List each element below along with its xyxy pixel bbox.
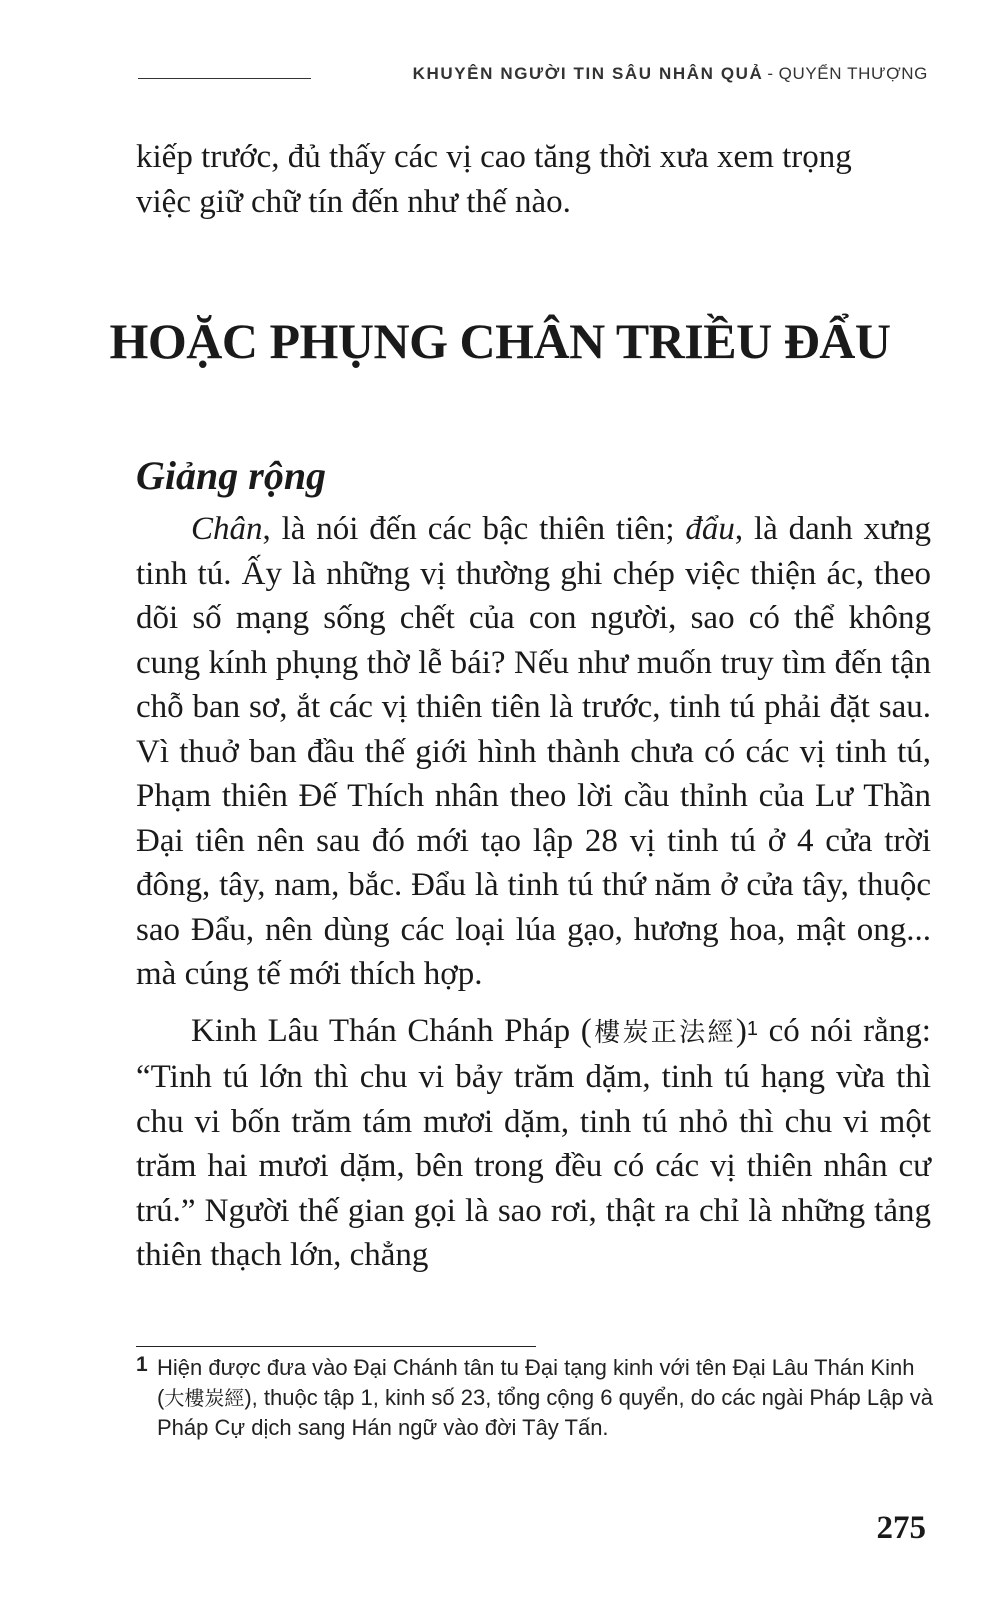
- footnote-part-1: Hiện được đưa vào Đại Chánh tân tu Đại tạng kinh với tên Đại Lâu Thán Kinh (: [157, 1355, 915, 1410]
- paragraph-2-part-2: ): [735, 1012, 747, 1049]
- footnote: [136, 1353, 936, 1443]
- term-chan: Chân: [191, 511, 263, 547]
- header-volume: QUYỂN THƯỢNG: [778, 64, 928, 83]
- section-title: Giảng rộng: [136, 453, 327, 498]
- intro-line-1: kiếp trước, đủ thấy các vị cao tăng thời xưa xem trọng: [136, 139, 852, 175]
- footnote-number: 1: [136, 1353, 148, 1376]
- running-header: [138, 62, 928, 86]
- header-rule: [138, 78, 311, 79]
- paragraph-1: [136, 507, 931, 997]
- header-book-title: KHUYÊN NGƯỜI TIN SÂU NHÂN QUẢ: [412, 64, 764, 83]
- footnote-cjk-title: 大樓炭經: [164, 1386, 245, 1410]
- chapter-title: HOẶC PHỤNG CHÂN TRIỀU ĐẨU: [109, 313, 891, 369]
- footnote-part-2: ), thuộc tập 1, kinh số 23, tổng cộng 6 quyển, do các ngài Pháp Lập và Pháp Cự dịch sang Hán ngữ vào đời Tây Tấn.: [157, 1385, 933, 1440]
- paragraph-1-part-2: , là danh xưng tinh tú. Ấy là những vị thường ghi chép việc thiện ác, theo dõi số mạng sống chết của con người, sao có thể không cung kính phụng thờ lễ bái? Nếu như muốn truy tìm đến tận chỗ ban sơ, ắt các vị thiên tiên là trước, tinh tú phải đặt sau. Vì thuở ban đầu thế giới hình thành chưa có các vị tinh tú, Phạm thiên Đế Thích nhân theo lời cầu thỉnh của Lư Thần Đại tiên nên sau đó mới tạo lập 28 vị tinh tú ở 4 cửa trời đông, tây, nam, bắc. Đẩu là tinh tú thứ năm ở cửa tây, thuộc sao Đẩu, nên dùng các loại lúa gạo, hương hoa, mật ong... mà cúng tế mới thích hợp.: [136, 511, 931, 992]
- paragraph-2-cjk-title: 樓炭正法經: [591, 1017, 736, 1048]
- intro-line-2: việc giữ chữ tín đến như thế nào.: [136, 183, 571, 220]
- footnote-reference: 1: [746, 1017, 759, 1040]
- paragraph-1-part-1: , là nói đến các bậc thiên tiên;: [262, 511, 686, 547]
- header-text: [413, 64, 928, 84]
- page-number: 275: [876, 1510, 926, 1546]
- term-dau: đẩu: [685, 511, 735, 547]
- footnote-body: [157, 1353, 936, 1443]
- header-separator: -: [767, 64, 775, 83]
- paragraph-2-part-3: có nói rằng: “Tinh tú lớn thì chu vi bảy trăm dặm, tinh tú hạng vừa thì chu vi bốn trăm tám mươi dặm, tinh tú nhỏ thì chu vi một trăm hai mươi dặm, bên trong đều có các vị thiên nhân cư trú.” Người thế gian gọi là sao rơi, thật ra chỉ là những tảng thiên thạch lớn, chẳng: [136, 1012, 931, 1273]
- body-text: [136, 507, 931, 1278]
- footnote-rule: [136, 1346, 536, 1347]
- intro-paragraph: [136, 135, 931, 224]
- paragraph-2: [136, 1009, 931, 1278]
- paragraph-2-part-1: Kinh Lâu Thán Chánh Pháp (: [191, 1012, 592, 1049]
